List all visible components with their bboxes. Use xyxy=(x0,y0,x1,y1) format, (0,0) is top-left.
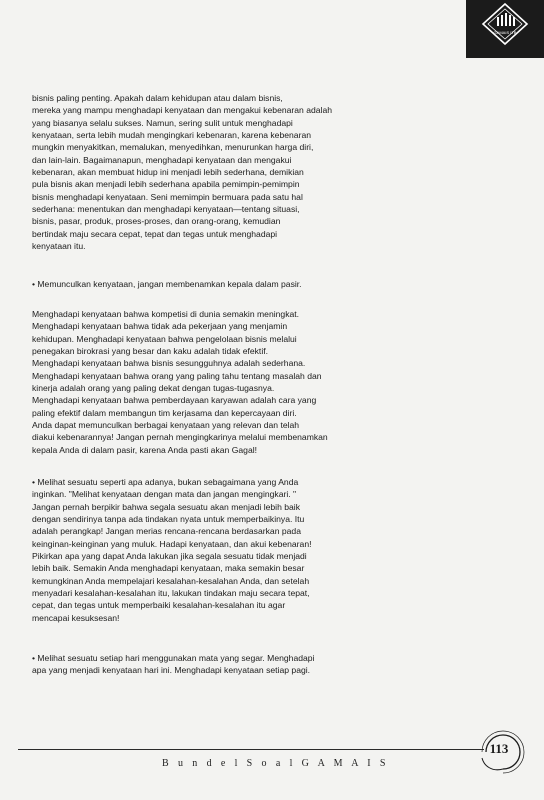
text-line: mungkin menyakitkan, memalukan, menyedihkan, menurunkan harga diri, xyxy=(32,142,314,153)
text-line: Pikirkan apa yang dapat Anda lakukan jika segala sesuatu tidak menjadi xyxy=(32,551,307,562)
text-line: Anda dapat memunculkan berbagai kenyataan yang relevan dan telah xyxy=(32,420,300,431)
text-line: kebenaran, akan membuat hidup ini menjadi lebih sederhana, demikian xyxy=(32,167,304,178)
text-line: dengan sendirinya tanpa ada tindakan nyata untuk memperbaikinya. Itu xyxy=(32,514,305,525)
paragraph-5 xyxy=(32,652,315,677)
paragraph-1 xyxy=(32,92,332,252)
text-line: bertindak maju secara cepat, tepat dan tegas untuk menghadapi xyxy=(32,228,278,239)
text-line: bisnis, pasar, produk, proses-proses, dan orang-orang, kemudian xyxy=(32,216,281,227)
text-line: Jangan pernah berpikir bahwa segala sesuatu akan menjadi lebih baik xyxy=(32,501,301,512)
bullet-line: • Melihat sesuatu setiap hari menggunakan mata yang segar. Menghadapi xyxy=(32,653,315,663)
text-line: penegakan birokrasi yang besar dan kaku adalah tidak efektif. xyxy=(32,346,269,357)
bullet-line: • Melihat sesuatu seperti apa adanya, bukan sebagaimana yang Anda xyxy=(32,477,299,487)
text-line: kemungkinan Anda mempelajari kesalahan-kesalahan Anda, dan setelah xyxy=(32,575,310,586)
text-line: kenyataan itu. xyxy=(32,241,86,252)
text-line: kinerja adalah orang yang paling dekat dengan tugas-tugasnya. xyxy=(32,383,275,394)
text-line: apa yang menjadi kenyataan hari ini. Menghadapi kenyataan setiap pagi. xyxy=(32,665,311,676)
text-line: Menghadapi kenyataan bahwa pemberdayaan karyawan adalah cara yang xyxy=(32,395,317,406)
text-line: kepala Anda di dalam pasir, karena Anda pasti akan Gagal! xyxy=(32,444,258,455)
text-line: bisnis menghadapi kenyataan. Seni memimpin bermuara pada satu hal xyxy=(32,191,303,202)
logo-text: GAMAIS ITB xyxy=(493,30,517,35)
paragraph-3 xyxy=(32,308,328,456)
text-line: dan lain-lain. Bagaimanapun, menghadapi kenyataan dan mengakui xyxy=(32,154,292,165)
text-line: inginkan. "Melihat kenyataan dengan mata dan jangan mengingkari. " xyxy=(32,489,297,500)
page-number: 113 xyxy=(489,741,509,756)
text-line: Menghadapi kenyataan bahwa kompetisi di dunia semakin meningkat. xyxy=(32,309,300,319)
text-line: mereka yang mampu menghadapi kenyataan dan mengakui kebenaran adalah xyxy=(32,105,333,116)
gamais-emblem-icon xyxy=(466,0,544,58)
paragraph-4 xyxy=(32,476,312,624)
text-line: Menghadapi kenyataan bahwa orang yang paling tahu tentang masalah dan xyxy=(32,370,322,381)
text-line: paling efektif dalam membangun tim kerjasama dan kepercayaan diri. xyxy=(32,407,297,418)
text-line: Menghadapi kenyataan bahwa bisnis sesungguhnya adalah sederhana. xyxy=(32,358,306,369)
text-line: bisnis paling penting. Apakah dalam kehidupan atau dalam bisnis, xyxy=(32,93,283,103)
text-line: pula bisnis akan menjadi lebih sederhana apabila pemimpin-pemimpin xyxy=(32,179,300,190)
text-line: yang biasanya selalu sukses. Namun, sering sulit untuk menghadapi xyxy=(32,117,293,128)
text-line: sederhana: menentukan dan menghadapi kenyataan—tentang situasi, xyxy=(32,204,300,215)
text-line: adalah perangkap! Jangan merias rencana-rencana berdasarkan pada xyxy=(32,526,301,537)
text-line: menyadari kesalahan-kesalahan itu, lakukan tindakan maju secara tepat, xyxy=(32,588,310,599)
text-line: Menghadapi kenyataan bahwa tidak ada pekerjaan yang menjamin xyxy=(32,321,288,332)
footer-rule xyxy=(18,749,484,750)
text-line: kenyataan, serta lebih mudah mengingkari kebenaran, karena kebenaran xyxy=(32,130,312,141)
text-line: kehidupan. Menghadapi kenyataan bahwa pengelolaan bisnis melalui xyxy=(32,333,297,344)
footer-title: B u n d e l S o a l G A M A I S xyxy=(162,758,389,769)
text-line: lebih baik. Semakin Anda menghadapi kenyataan, maka semakin besar xyxy=(32,563,305,574)
text-line: diakui kebenarannya! Jangan pernah mengingkarinya melalui membenamkan xyxy=(32,432,328,443)
text-line: keinginan-keinginan yang muluk. Hadapi kenyataan, dan akui kebenaran! xyxy=(32,538,312,549)
text-line: mencapai kesuksesan! xyxy=(32,612,120,623)
bullet-line: • Memunculkan kenyataan, jangan membenamkan kepala dalam pasir. xyxy=(32,279,302,289)
paragraph-2 xyxy=(32,278,302,290)
text-line: cepat, dan tegas untuk memperbaiki kesalahan-kesalahan itu agar xyxy=(32,600,286,611)
gamais-logo xyxy=(466,0,544,58)
